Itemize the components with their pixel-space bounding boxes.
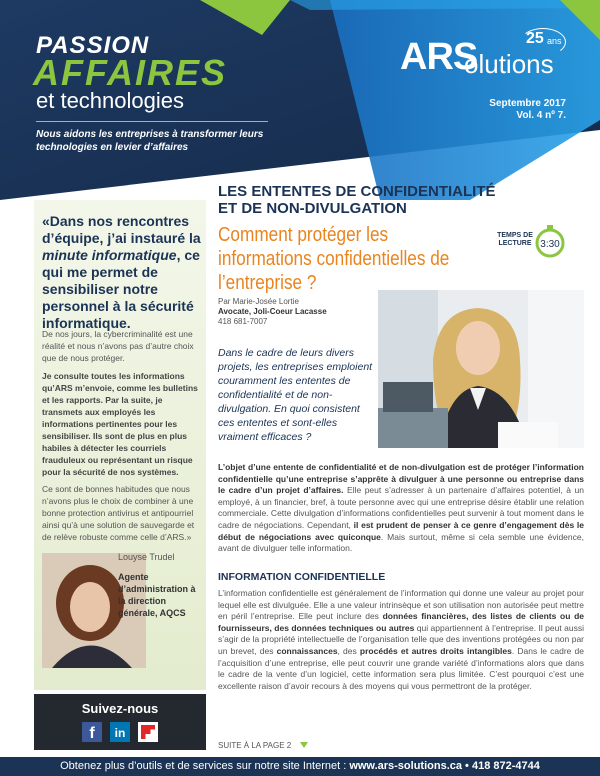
brand-passion: PASSION	[36, 32, 150, 59]
footer-phone[interactable]: 418 872-4744	[471, 760, 540, 772]
logo-anniversary-unit: ans	[547, 36, 562, 46]
testimonial-paragraph-2: Je consulte toutes les informations qu’ARS m’envoie, comme les bulletins et les rapports. Par la suite, je transmets aux employés les informations pertinentes pour les sensibiliser. Ils sont de plus en plus habiles à détecter les courriels frauduleux ou représentant un risque pour la sécurité de nos systèmes.	[42, 371, 198, 477]
testimonial-paragraph-1: De nos jours, la cybercriminalité est une réalité et nous n’avons pas d’autre choix que de nous protéger.	[42, 329, 194, 363]
quote-start: «Dans nos rencontres d’équipe, j’ai instauré la	[42, 213, 201, 246]
continue-link[interactable]: SUITE À LA PAGE 2	[218, 741, 292, 750]
testimonial-sidebar	[34, 200, 206, 690]
reading-time-label: TEMPS DE LECTURE	[497, 232, 533, 247]
article-lead	[218, 462, 584, 555]
quote-emphasis: minute informatique	[42, 247, 177, 263]
brand-divider	[36, 121, 268, 122]
section-text-3: , des	[337, 645, 360, 656]
section-bold-1: données financières, des listes de clients ou de fournisseurs, des données techniques ou autres	[218, 611, 584, 633]
article-title: LES ENTENTES DE CONFIDENTIALITÉ ET DE NON-DIVULGATION	[218, 183, 496, 217]
ars-logo	[400, 30, 570, 84]
reading-time-value: 3:30	[540, 239, 560, 250]
lead-bold: L’objet d’une entente de confidentialité et de non-divulgation est de protéger l’information confidentielle qu’une entreprise s’apprête à divulguer à une personne ou entreprise dans le cadre d’un projet d’affaires.	[218, 462, 584, 496]
social-title: Suivez-nous	[81, 701, 159, 716]
testimonial-name: Louyse Trudel	[118, 552, 175, 562]
section-body	[218, 588, 584, 692]
section-heading: INFORMATION CONFIDENTIELLE	[218, 571, 386, 583]
flipboard-icon[interactable]	[138, 722, 158, 742]
triangle-down-icon	[300, 741, 308, 749]
newsletter-header	[0, 0, 600, 200]
article-subtitle: Comment protéger les informations confidentielles de l’entreprise ?	[218, 224, 450, 294]
facebook-letter: f	[89, 725, 95, 742]
author-phone: 418 681-7007	[218, 317, 268, 326]
section-text-4: . Dans le cadre de l’acquisition d’une entreprise, elle peut couvrir une grande variété d’informations alors que dans le cadre de la vente d’un logiciel, cette information sera plus limitée. C’est pourquoi c’est une excellente raison d’avoir recours à des moyens qui vous permettront de la protéger.	[218, 645, 584, 691]
section-text-2: qui appartiennent à l’entreprise. Il peut aussi s’agir de la propriété intellectuelle de l’organisation telle que des inventions protégées ou non par un brevet, des	[218, 622, 584, 656]
quote-end: , ce qui me permet de sensibiliser notre personnel à la sécurité informatique.	[42, 247, 200, 331]
issue-volume: Vol. 4 nº 7.	[516, 110, 566, 121]
testimonial-quote	[42, 213, 204, 332]
author-name: Avocate, Joli-Coeur Lacasse	[218, 307, 327, 316]
section-text-1: L’information confidentielle est généralement de l’information qui donne une valeur au projet pour lequel elle est divulguée. Elle a une valeur intrinsèque et son utilisation non autorisée peut mettre en péril l’entreprise. Elle peut inclure des	[218, 588, 584, 622]
facebook-icon[interactable]	[82, 722, 102, 742]
brand-affaires: AFFAIRES	[33, 52, 228, 93]
logo-anniversary-number: 25	[526, 30, 544, 47]
footer-separator: •	[462, 760, 472, 772]
tagline: Nous aidons les entreprises à transformer leurs technologies en levier d’affaires	[36, 129, 264, 153]
lead-text-2: . Mais surtout, même si cela semble une évidence, avant de divulguer telle information.	[218, 531, 584, 554]
lead-bold-2: il est prudent de penser à ce genre d’engagement dès le début de négociations avec quiconque	[218, 519, 584, 542]
linkedin-icon[interactable]	[110, 722, 130, 742]
footer-text	[0, 760, 600, 772]
linkedin-letters: in	[114, 726, 126, 740]
logo-solutions: olutions	[464, 49, 554, 79]
footer-lead: Obtenez plus d’outils et de services sur notre site Internet :	[60, 760, 350, 772]
stopwatch-icon	[533, 224, 567, 258]
section-bold-3: procédés et autres droits intangibles	[359, 645, 512, 656]
footer-bar	[0, 757, 600, 776]
testimonial-title: Agente d’administration à la direction générale, AQCS	[118, 572, 196, 618]
social-box	[34, 694, 206, 750]
brand-technologies: et technologies	[36, 88, 184, 113]
testimonial-paragraph-3: Ce sont de bonnes habitudes que nous n’avons plus le choix de combiner à une bonne protection antivirus et antipourriel ainsi qu’à une solution de sauvegarde et de relève robuste comme celle d’ARS.»	[42, 484, 195, 542]
article-intro: Dans le cadre de leurs divers projets, les entreprises emploient couramment les ententes de confidentialité et de non-divulgation. En quoi consistent ces ententes et sont-elles vraiment efficaces ?	[218, 347, 373, 443]
businesswoman-illustration	[378, 290, 584, 448]
footer-url[interactable]: www.ars-solutions.ca	[349, 760, 462, 772]
logo-ars: ARS	[400, 36, 478, 78]
lead-text-1: Elle peut s’adresser à un partenaire d’affaires potentiel, à un employé, à un financier, bref, à toute personne avec qui une entreprise désire établir une relation commerciale. Cette divulgation d’informations confidentielles peut survenir à tout moment dans le cadre de négociations. Cependant,	[218, 485, 585, 530]
article-photo	[378, 290, 584, 448]
author-byline: Par Marie-Josée Lortie	[218, 297, 299, 306]
section-bold-2: connaissances	[276, 645, 338, 656]
issue-date: Septembre 2017	[489, 98, 566, 109]
